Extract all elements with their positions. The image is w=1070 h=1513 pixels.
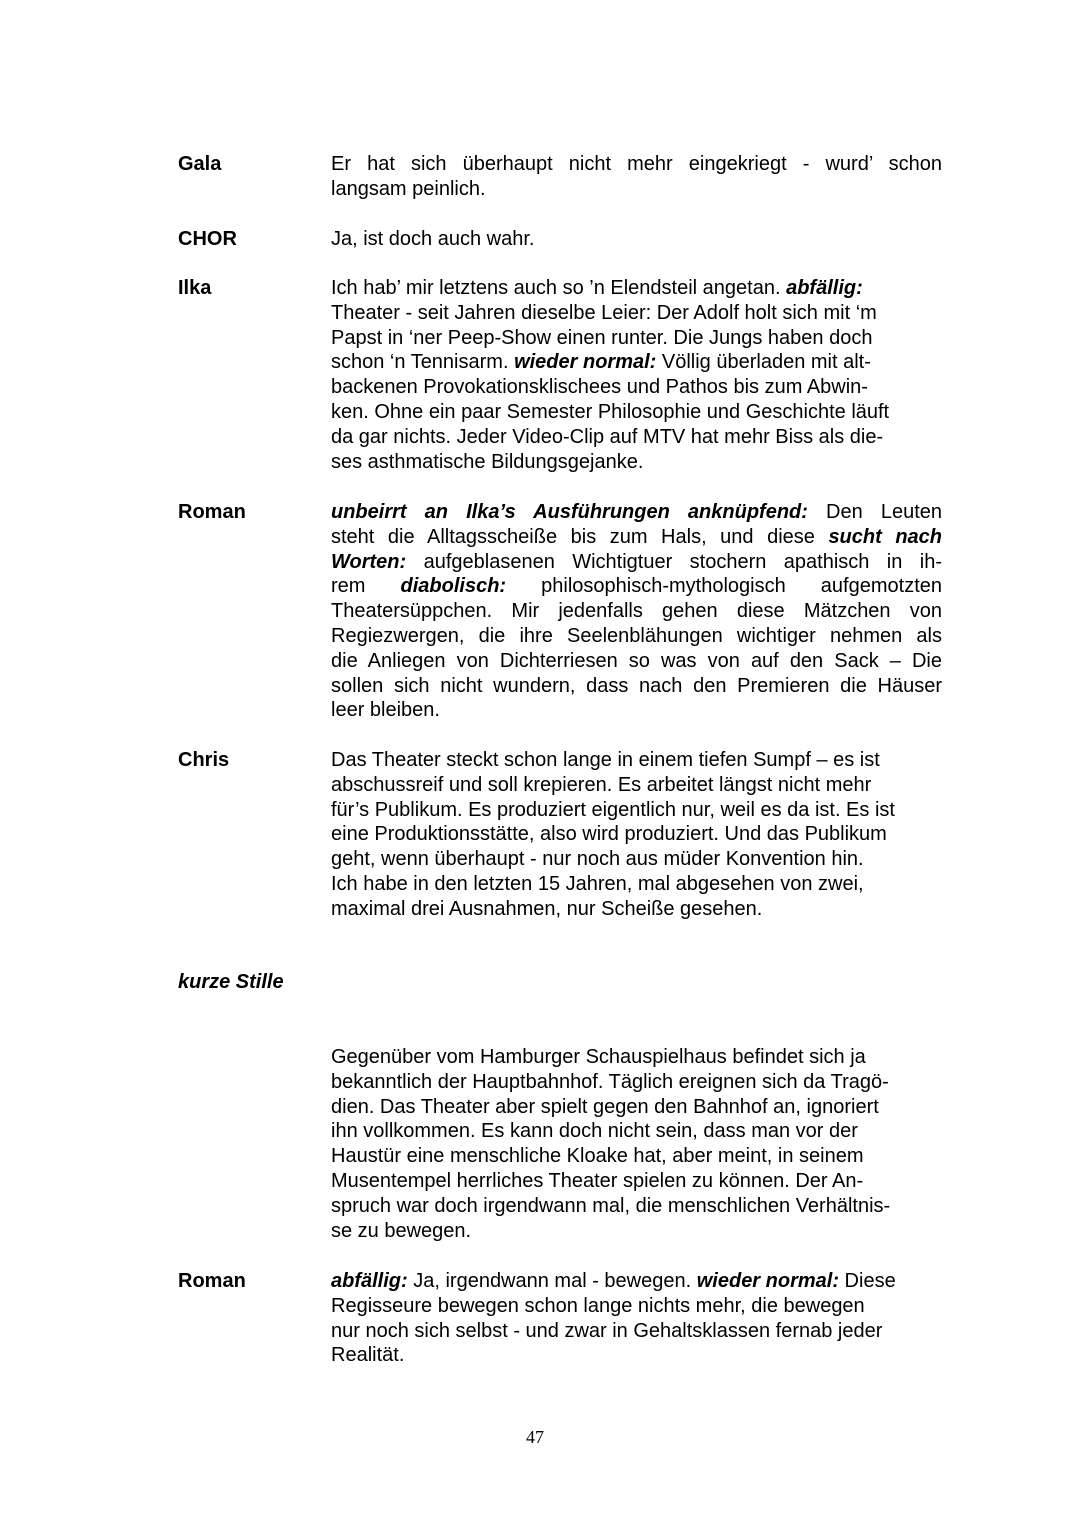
dialogue-segment: Musentempel herrliches Theater spielen zu können. Der An- [331,1169,864,1192]
dialogue-line [331,872,942,897]
dialogue-segment: sollen sich nicht wundern, dass nach den Premieren die Häuser [331,674,942,697]
dialogue-segment: Er hat sich überhaupt nicht mehr eingekriegt - wurd’ schon [331,153,942,175]
dialogue-line [331,847,942,872]
page-number: 47 [526,1427,544,1447]
dialogue-line [331,350,942,375]
dialogue-segment: Den Leuten [807,501,943,523]
dialogue-text [331,276,942,474]
dialogue-line [331,550,942,575]
dialogue-line [331,177,942,202]
dialogue-line [331,152,942,177]
dialogue-line [331,1219,942,1244]
stage-direction-inline: abfällig: [331,1270,408,1292]
dialogue-line [331,1144,942,1169]
dialogue-segment: Völlig überladen mit alt- [656,351,871,374]
dialogue-line [331,400,942,425]
dialogue-segment: spruch war doch irgendwann mal, die menschlichen Verhältnis- [331,1194,891,1217]
dialogue-line [331,276,942,301]
dialogue-line [331,674,942,699]
dialogue-text [331,1269,942,1368]
stage-direction-inline: unbeirrt an Ilka’s Ausführungen anknüpfend: [331,501,808,523]
dialogue-line [331,450,942,475]
dialogue-line [331,1095,942,1120]
speaker-name: Chris [178,749,230,771]
dialogue-segment: Regisseure bewegen schon lange nichts mehr, die bewegen [331,1294,865,1317]
speaker-name: Roman [178,501,246,523]
dialogue-line [331,1343,942,1368]
dialogue-segment: philosophisch-mythologisch aufgemotzten [506,575,942,598]
dialogue-segment: die Anliegen von Dichterriesen so was von auf den Sack – Die [331,649,942,672]
dialogue-line [331,574,942,599]
dialogue-segment: ihn vollkommen. Es kann doch nicht sein, dass man vor der [331,1120,858,1143]
dialogue-line [331,798,942,823]
dialogue-segment: leer bleiben. [331,699,440,722]
dialogue-segment: abschussreif und soll krepieren. Es arbeitet längst nicht mehr [331,773,872,796]
dialogue-line [331,525,942,550]
dialogue-segment: Theater - seit Jahren dieselbe Leier: Der Adolf holt sich mit ‘m [331,301,877,324]
dialogue-segment: da gar nichts. Jeder Video-Clip auf MTV hat mehr Biss als die- [331,425,884,448]
dialogue-line [331,773,942,798]
dialogue-line [331,1070,942,1095]
dialogue-line [331,1169,942,1194]
speaker-name: Gala [178,153,222,175]
dialogue-line [331,1045,942,1070]
dialogue-segment: Regiezwergen, die ihre Seelenblähungen wichtiger nehmen als [331,624,942,647]
dialogue-segment: Diese [839,1270,896,1292]
dialogue-segment: Gegenüber vom Hamburger Schauspielhaus befindet sich ja [331,1046,866,1068]
stage-direction-inline: sucht nach [828,525,942,548]
dialogue-line [331,649,942,674]
stage-direction-inline: wieder normal: [514,351,657,374]
dialogue-line [331,1119,942,1144]
dialogue-segment: se zu bewegen. [331,1219,472,1242]
dialogue-segment: rem [331,575,401,598]
stage-direction-inline: diabolisch: [400,575,507,598]
dialogue-line [331,301,942,326]
dialogue-line [331,822,942,847]
stage-direction: kurze Stille [178,971,284,993]
dialogue-segment: Haustür eine menschliche Kloake hat, aber meint, in seinem [331,1145,864,1168]
dialogue-segment: maximal drei Ausnahmen, nur Scheiße gesehen. [331,897,763,920]
dialogue-line [331,326,942,351]
dialogue-line [331,1319,942,1344]
dialogue-segment: backenen Provokationsklischees und Pathos bis zum Abwin- [331,376,868,399]
dialogue-segment: Realität. [331,1344,405,1367]
dialogue-segment: Ja, irgendwann mal - bewegen. [407,1270,697,1292]
dialogue-segment: langsam peinlich. [331,177,486,200]
dialogue-segment: bekanntlich der Hauptbahnhof. Täglich ereignen sich da Tragö- [331,1070,889,1093]
speaker-name: CHOR [178,228,237,250]
dialogue-line [331,698,942,723]
dialogue-line [331,1269,942,1294]
dialogue-text [331,152,942,202]
dialogue-segment: Theatersüppchen. Mir jedenfalls gehen diese Mätzchen von [331,600,942,623]
dialogue-segment: Papst in ‘ner Peep-Show einen runter. Die Jungs haben doch [331,326,873,349]
dialogue-segment: schon ‘n Tennisarm. [331,351,515,374]
dialogue-segment: steht die Alltagsscheiße bis zum Hals, und diese [331,525,829,548]
dialogue-segment: dien. Das Theater aber spielt gegen den Bahnhof an, ignoriert [331,1095,879,1118]
dialogue-text [331,748,942,922]
dialogue-segment: aufgeblasenen Wichtigtuer stochern apathisch in ih- [406,550,942,573]
dialogue-line [331,897,942,922]
stage-direction-inline: abfällig: [786,277,863,299]
dialogue-segment: Ich habe in den letzten 15 Jahren, mal abgesehen von zwei, [331,872,864,895]
dialogue-segment: geht, wenn überhaupt - nur noch aus müder Konvention hin. [331,848,864,871]
dialogue-line [331,375,942,400]
stage-direction-inline: wieder normal: [696,1270,839,1292]
dialogue-segment: ses asthmatische Bildungsgejanke. [331,450,644,473]
speaker-name: Ilka [178,277,212,299]
dialogue-segment: Ich hab’ mir letztens auch so ’n Elendsteil angetan. [331,277,787,299]
stage-direction-inline: Worten: [331,550,407,573]
dialogue-line [331,425,942,450]
dialogue-segment: ken. Ohne ein paar Semester Philosophie und Geschichte läuft [331,400,890,423]
dialogue-line [331,599,942,624]
dialogue-text [331,227,942,252]
dialogue-text [331,500,942,723]
dialogue-segment: Ja, ist doch auch wahr. [331,228,535,250]
dialogue-line [331,227,942,252]
dialogue-line [331,1194,942,1219]
dialogue-line [331,500,942,525]
speaker-name: Roman [178,1270,246,1292]
dialogue-segment: für’s Publikum. Es produziert eigentlich nur, weil es da ist. Es ist [331,798,895,821]
dialogue-text [331,1045,942,1243]
dialogue-line [331,624,942,649]
dialogue-segment: Das Theater steckt schon lange in einem tiefen Sumpf – es ist [331,749,880,771]
dialogue-line [331,748,942,773]
dialogue-segment: eine Produktionsstätte, also wird produziert. Und das Publikum [331,823,887,846]
dialogue-segment: nur noch sich selbst - und zwar in Gehaltsklassen fernab jeder [331,1319,883,1342]
dialogue-line [331,1294,942,1319]
